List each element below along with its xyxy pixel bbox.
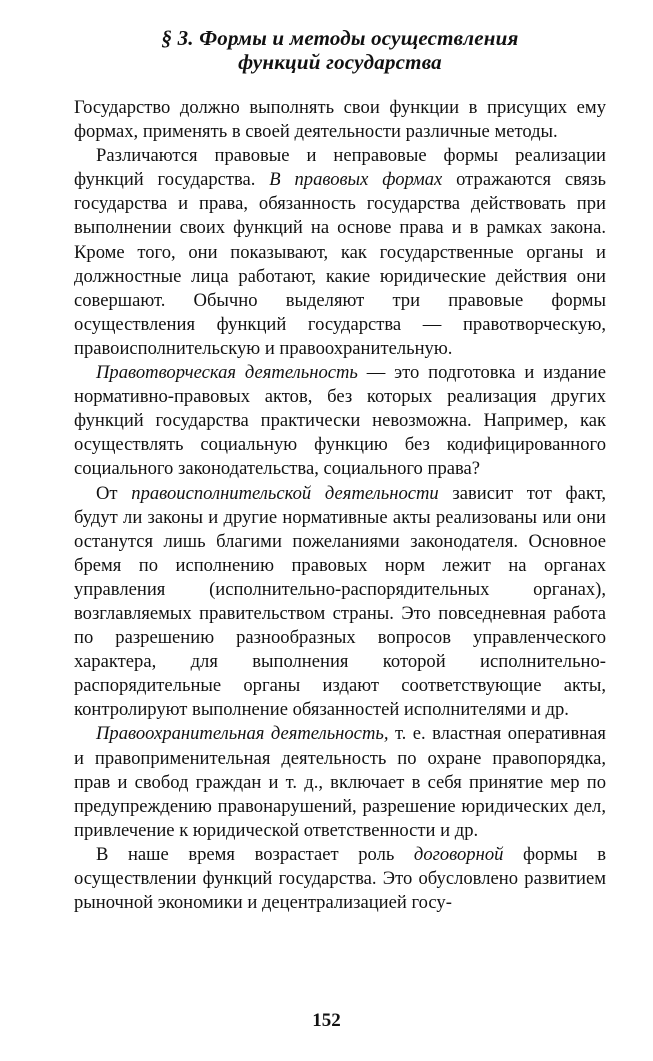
paragraph-6-emphasis: договорной	[413, 843, 504, 865]
paragraph-2-text-end: отражаются связь государства и права, обязанность государства действовать при выполнении своих функций на основе права и в рамках закона. Кроме того, они показывают, как государственные органы и должностные лица работают, какие юридические действия они совершают. Обычно выделяют три правовые формы осуществления функций государства — правотворческую, правоисполнительскую и правоохранительную.	[74, 169, 606, 359]
paragraph-3-text-end: — это подготовка и издание нормативно-правовых актов, без которых реализация других функций государства практически невозможна. Например, как осуществлять социальную функцию без кодифицированного социального законодательства, социального права?	[74, 362, 606, 480]
body-text	[74, 96, 606, 915]
paragraph-4-text-start: От	[96, 482, 132, 504]
paragraph-4-emphasis: правоисполнительской деятельности	[131, 482, 439, 504]
page-content	[74, 26, 606, 915]
paragraph-5-emphasis: Правоохранительная деятельность,	[96, 723, 389, 745]
paragraph-6-text-start: В наше время возрастает роль	[96, 843, 414, 865]
paragraph-2	[74, 144, 606, 361]
paragraph-2-emphasis: В правовых формах	[269, 169, 443, 191]
paragraph-1-text: Государство должно выполнять свои функции в присущих ему формах, применять в своей деятельности различные методы.	[74, 97, 606, 143]
page-number: 152	[312, 1010, 341, 1031]
paragraph-6	[74, 843, 606, 915]
paragraph-4	[74, 482, 606, 723]
section-heading-line-1: § 3. Формы и методы осуществления	[161, 26, 519, 50]
paragraph-2-text-start: Различаются правовые и неправовые формы реализации функций государства.	[74, 145, 606, 191]
paragraph-3-emphasis: Правотворческая деятельность	[96, 362, 358, 384]
section-heading-line-2: функций государства	[238, 50, 442, 74]
paragraph-3	[74, 361, 606, 481]
paragraph-5	[74, 722, 606, 842]
paragraph-4-text-end: зависит тот факт, будут ли законы и другие нормативные акты реализованы или они останутся лишь благими пожеланиями законодателя. Основное бремя по исполнению правовых норм лежит на органах управления (исполнительно-распорядительных органах), возглавляемых правительством страны. Это повседневная работа по разрешению разнообразных вопросов управленческого характера, для выполнения которой исполнительно-распорядительные органы издают соответствующие акты, контролируют выполнение обязанностей исполнителями и др.	[74, 482, 607, 721]
paragraph-1	[74, 96, 606, 144]
paragraph-5-text-end: т. е. властная оперативная и правоприменительная деятельность по охране правопорядка, прав и свобод граждан и т. д., включает в себя принятие мер по предупреждению правонарушений, разрешение юридических дел, привлечение к юридической ответственности и др.	[74, 723, 606, 841]
paragraph-6-text-end: формы в осуществлении функций государства. Это обусловлено развитием рыночной экономики и децентрализацией госу-	[74, 843, 606, 914]
section-heading	[74, 26, 606, 74]
